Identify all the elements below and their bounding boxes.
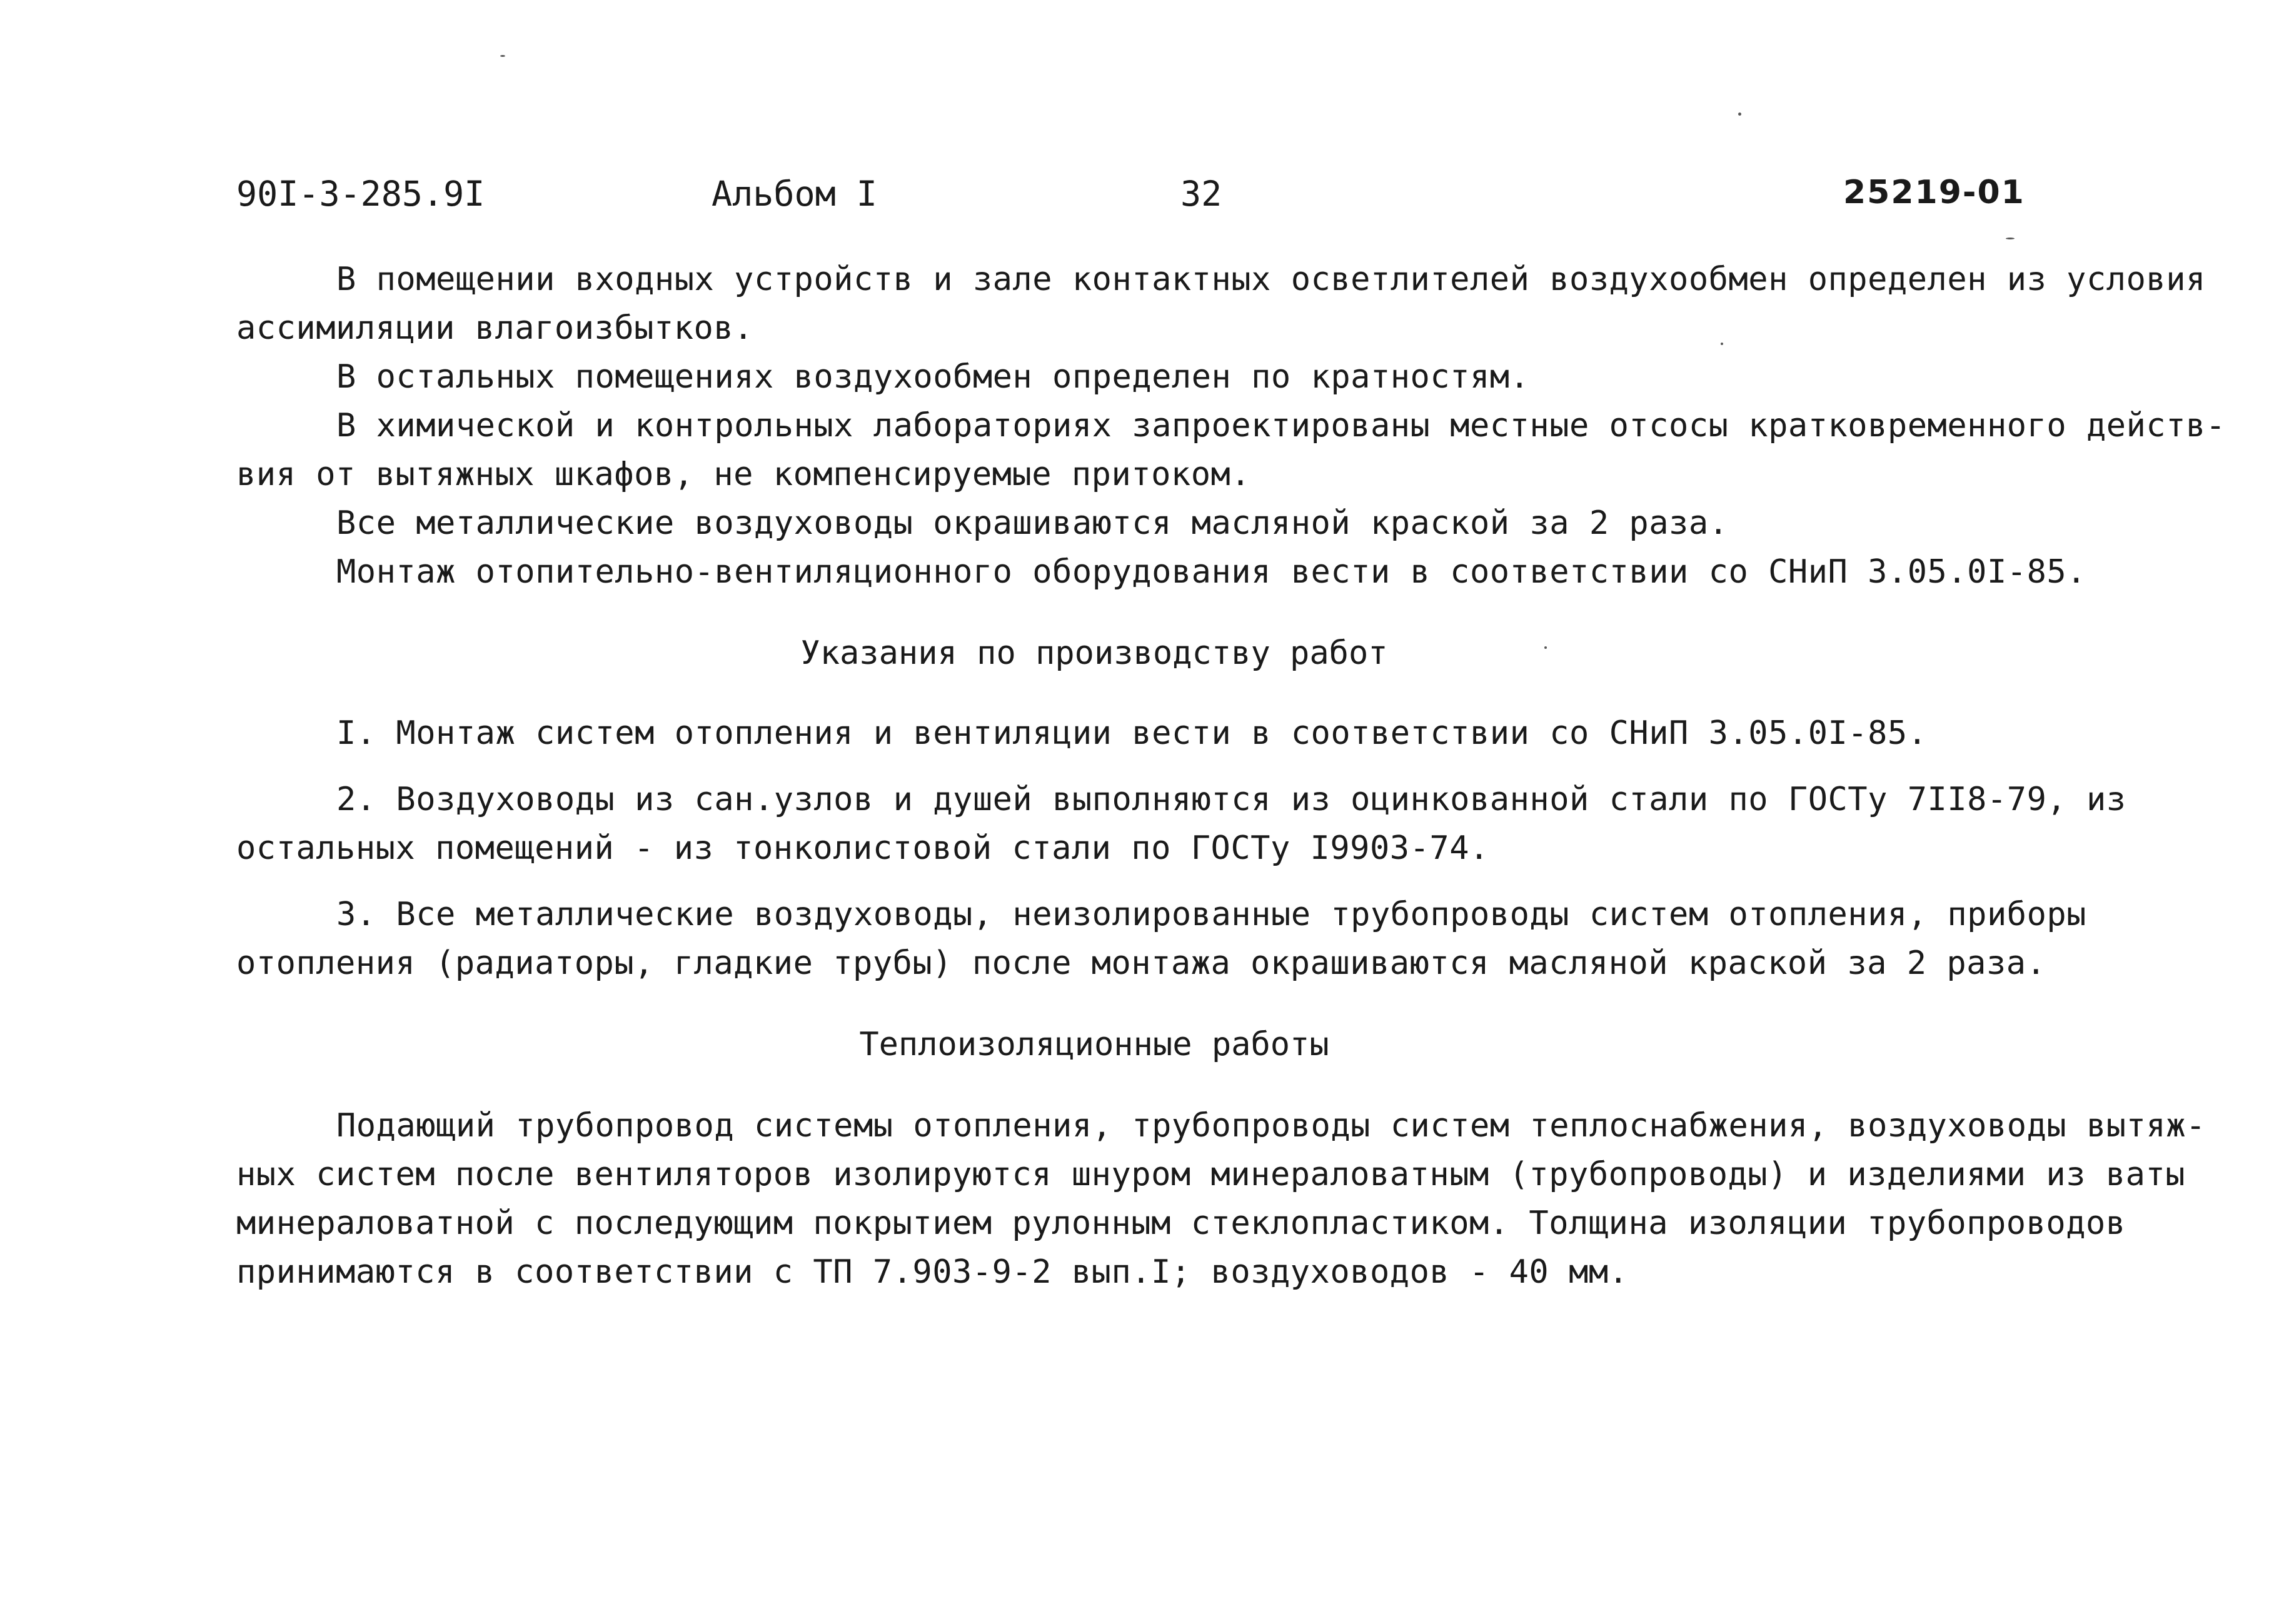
page-header	[0, 174, 2289, 224]
scan-speck	[1721, 343, 1723, 345]
intro-line: ассимиляции влагоизбытков.	[236, 309, 753, 347]
scan-speck	[1544, 646, 1547, 649]
scan-speck	[1738, 113, 1741, 116]
work-item-2-line: остальных помещений - из тонколистовой стали по ГОСТу I9903-74.	[236, 830, 1489, 867]
album-label: Альбом I	[712, 174, 877, 214]
work-item-3-line: 3. Все металлические воздуховоды, неизолированные трубопроводы систем отопления, приборы	[336, 896, 2086, 933]
insulation-line: принимаются в соответствии с ТП 7.903-9-2 вып.I; воздуховодов - 40 мм.	[236, 1253, 1629, 1291]
intro-line: В остальных помещениях воздухообмен определен по кратностям.	[336, 358, 1530, 396]
insulation-line: минераловатной с последующим покрытием рулонным стеклопластиком. Толщина изоляции трубопроводов	[236, 1205, 2126, 1242]
inventory-number: 25219-01	[1843, 174, 2025, 211]
intro-line: вия от вытяжных шкафов, не компенсируемые притоком.	[236, 456, 1251, 493]
intro-line: В химической и контрольных лабораториях запроектированы местные отсосы кратковременного действ-	[336, 407, 2226, 444]
scan-speck	[500, 55, 505, 57]
section-heading-insulation: Теплоизоляционные работы	[859, 1026, 1329, 1063]
section-heading-works: Указания по производству работ	[800, 634, 1388, 672]
work-item-2-line: 2. Воздуховоды из сан.узлов и душей выполняются из оцинкованной стали по ГОСТу 7II8-79, из	[336, 781, 2126, 818]
page-number: 32	[1180, 174, 1222, 214]
work-item-3-line: отопления (радиаторы, гладкие трубы) после монтажа окрашиваются масляной краской за 2 раза.	[236, 945, 2046, 982]
insulation-line: Подающий трубопровод системы отопления, трубопроводы систем теплоснабжения, воздуховоды вытяж-	[336, 1107, 2206, 1145]
intro-line: Все металлические воздуховоды окрашиваются масляной краской за 2 раза.	[336, 504, 1729, 542]
work-item-1: I. Монтаж систем отопления и вентиляции вести в соответствии со СНиП 3.05.0I-85.	[336, 714, 1928, 752]
intro-line: В помещении входных устройств и зале контактных осветлителей воздухообмен определен из условия	[336, 261, 2206, 298]
insulation-line: ных систем после вентиляторов изолируются шнуром минераловатным (трубопроводы) и изделиями из ваты	[236, 1156, 2186, 1193]
scan-speck	[2006, 238, 2015, 239]
intro-line: Монтаж отопительно-вентиляционного оборудования вести в соответствии со СНиП 3.05.0I-85.	[336, 553, 2086, 591]
document-code: 90I-3-285.9I	[236, 174, 485, 214]
